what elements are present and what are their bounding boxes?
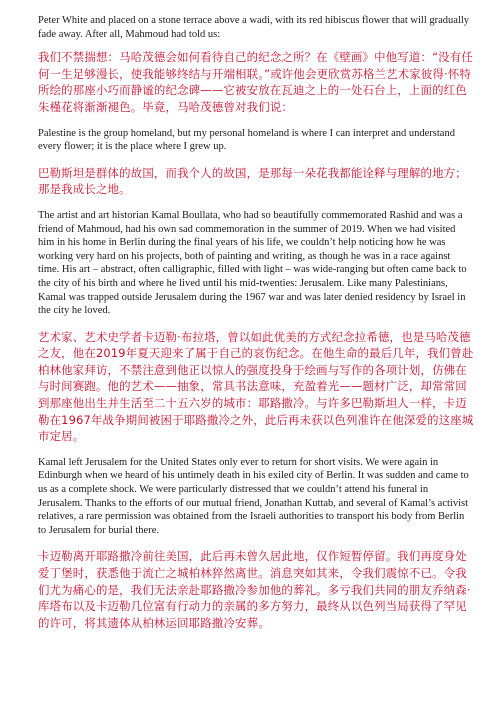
document-page bbox=[38, 14, 474, 631]
paragraph-zh-3: 艺术家、艺术史学者卡迈勒·布拉塔，曾以如此优美的方式纪念拉希德，也是马哈茂德之友，他在2019年夏天迎来了属于自己的哀伤纪念。在他生命的最后几年，我们曾赴柏林他家拜访，不禁注意到他正以惊人的强度投身于绘画与写作的各项计划，仿佛在与时间赛跑。他的艺术——抽象，常具书法意味，充盈着光——题材广泛，却常常回到那座他出生并生活至二十五六岁的城市：耶路撒冷。与许多巴勒斯坦人一样，卡迈勒在1967年战争期间被困于耶路撒冷之外，此后再未获以色列准许在他深爱的这座城市定居。 bbox=[38, 329, 474, 444]
paragraph-en-1: Peter White and placed on a stone terrace above a wadi, with its red hibiscus flower that will gradually fade away. After all, Mahmoud had told us: bbox=[38, 15, 470, 40]
paragraph-zh-2: 巴勒斯坦是群体的故国，而我个人的故国，是那每一朵花我都能诠释与理解的地方；那是我成长之地。 bbox=[38, 165, 467, 197]
paragraph-zh-1: 我们不禁揣想：马哈茂德会如何看待自己的纪念之所？在《壁画》中他写道：“没有任何一生足够漫长，使我能够终结与开端相联。”或许他会更欣赏苏格兰艺术家彼得·怀特所绘的那座小巧而静谧的纪念碑——它被安放在瓦迪之上的一处石台上，上面的红色朱槿花将渐渐褪色。毕竟，马哈茂德曾对我们说： bbox=[38, 50, 473, 114]
paragraph-en-4: Kamal left Jerusalem for the United States only ever to return for short visits. We were again in Edinburgh when we heard of his untimely death in his exiled city of Berlin. It was sudden and came to us as a complete shock. We were particularly distressed that we couldn’t attend his funeral in Jerusalem. Thanks to the efforts of our mutual friend, Jonathan Kuttab, and several of Kamal’s activist relatives, a rare permission was obtained from the Israeli authorities to transport his body from Berlin to Jerusalem for burial there. bbox=[38, 456, 469, 536]
paragraph-zh-4: 卡迈勒离开耶路撒冷前往美国，此后再未曾久居此地，仅作短暂停留。我们再度身处爱丁堡时，获悉他于流亡之城柏林猝然离世。消息突如其来，令我们震惊不已。令我们尤为痛心的是，我们无法亲赴耶路撒冷参加他的葬礼。多亏我们共同的朋友乔纳森·库塔布以及卡迈勒几位富有行动力的亲属的多方努力，最终从以色列当局获得了罕见的许可，将其遗体从柏林运回耶路撒冷安葬。 bbox=[38, 549, 471, 630]
paragraph-en-2: Palestine is the group homeland, but my personal homeland is where I can interpret and understand every flower; it is the place where I grew up. bbox=[38, 127, 455, 153]
paragraph-en-3: The artist and art historian Kamal Boullata, who had so beautifully commemorated Rashid and was a friend of Mahmoud, had his own sad commemoration in the summer of 2019. When we had visited him in his home in Berlin during the final years of his life, we couldn’t help noticing how he was working very hard on his projects, both of painting and writing, as though he was in a race against time. His art – abstract, often calligraphic, filled with light – was wide-ranging but often came back to the city of his birth and where he lived until his mid-twenties: Jerusalem. Like many Palestinians, Kamal was trapped outside Jerusalem during the 1967 war and was later denied residency by Israel in the city he loved. bbox=[38, 209, 467, 317]
